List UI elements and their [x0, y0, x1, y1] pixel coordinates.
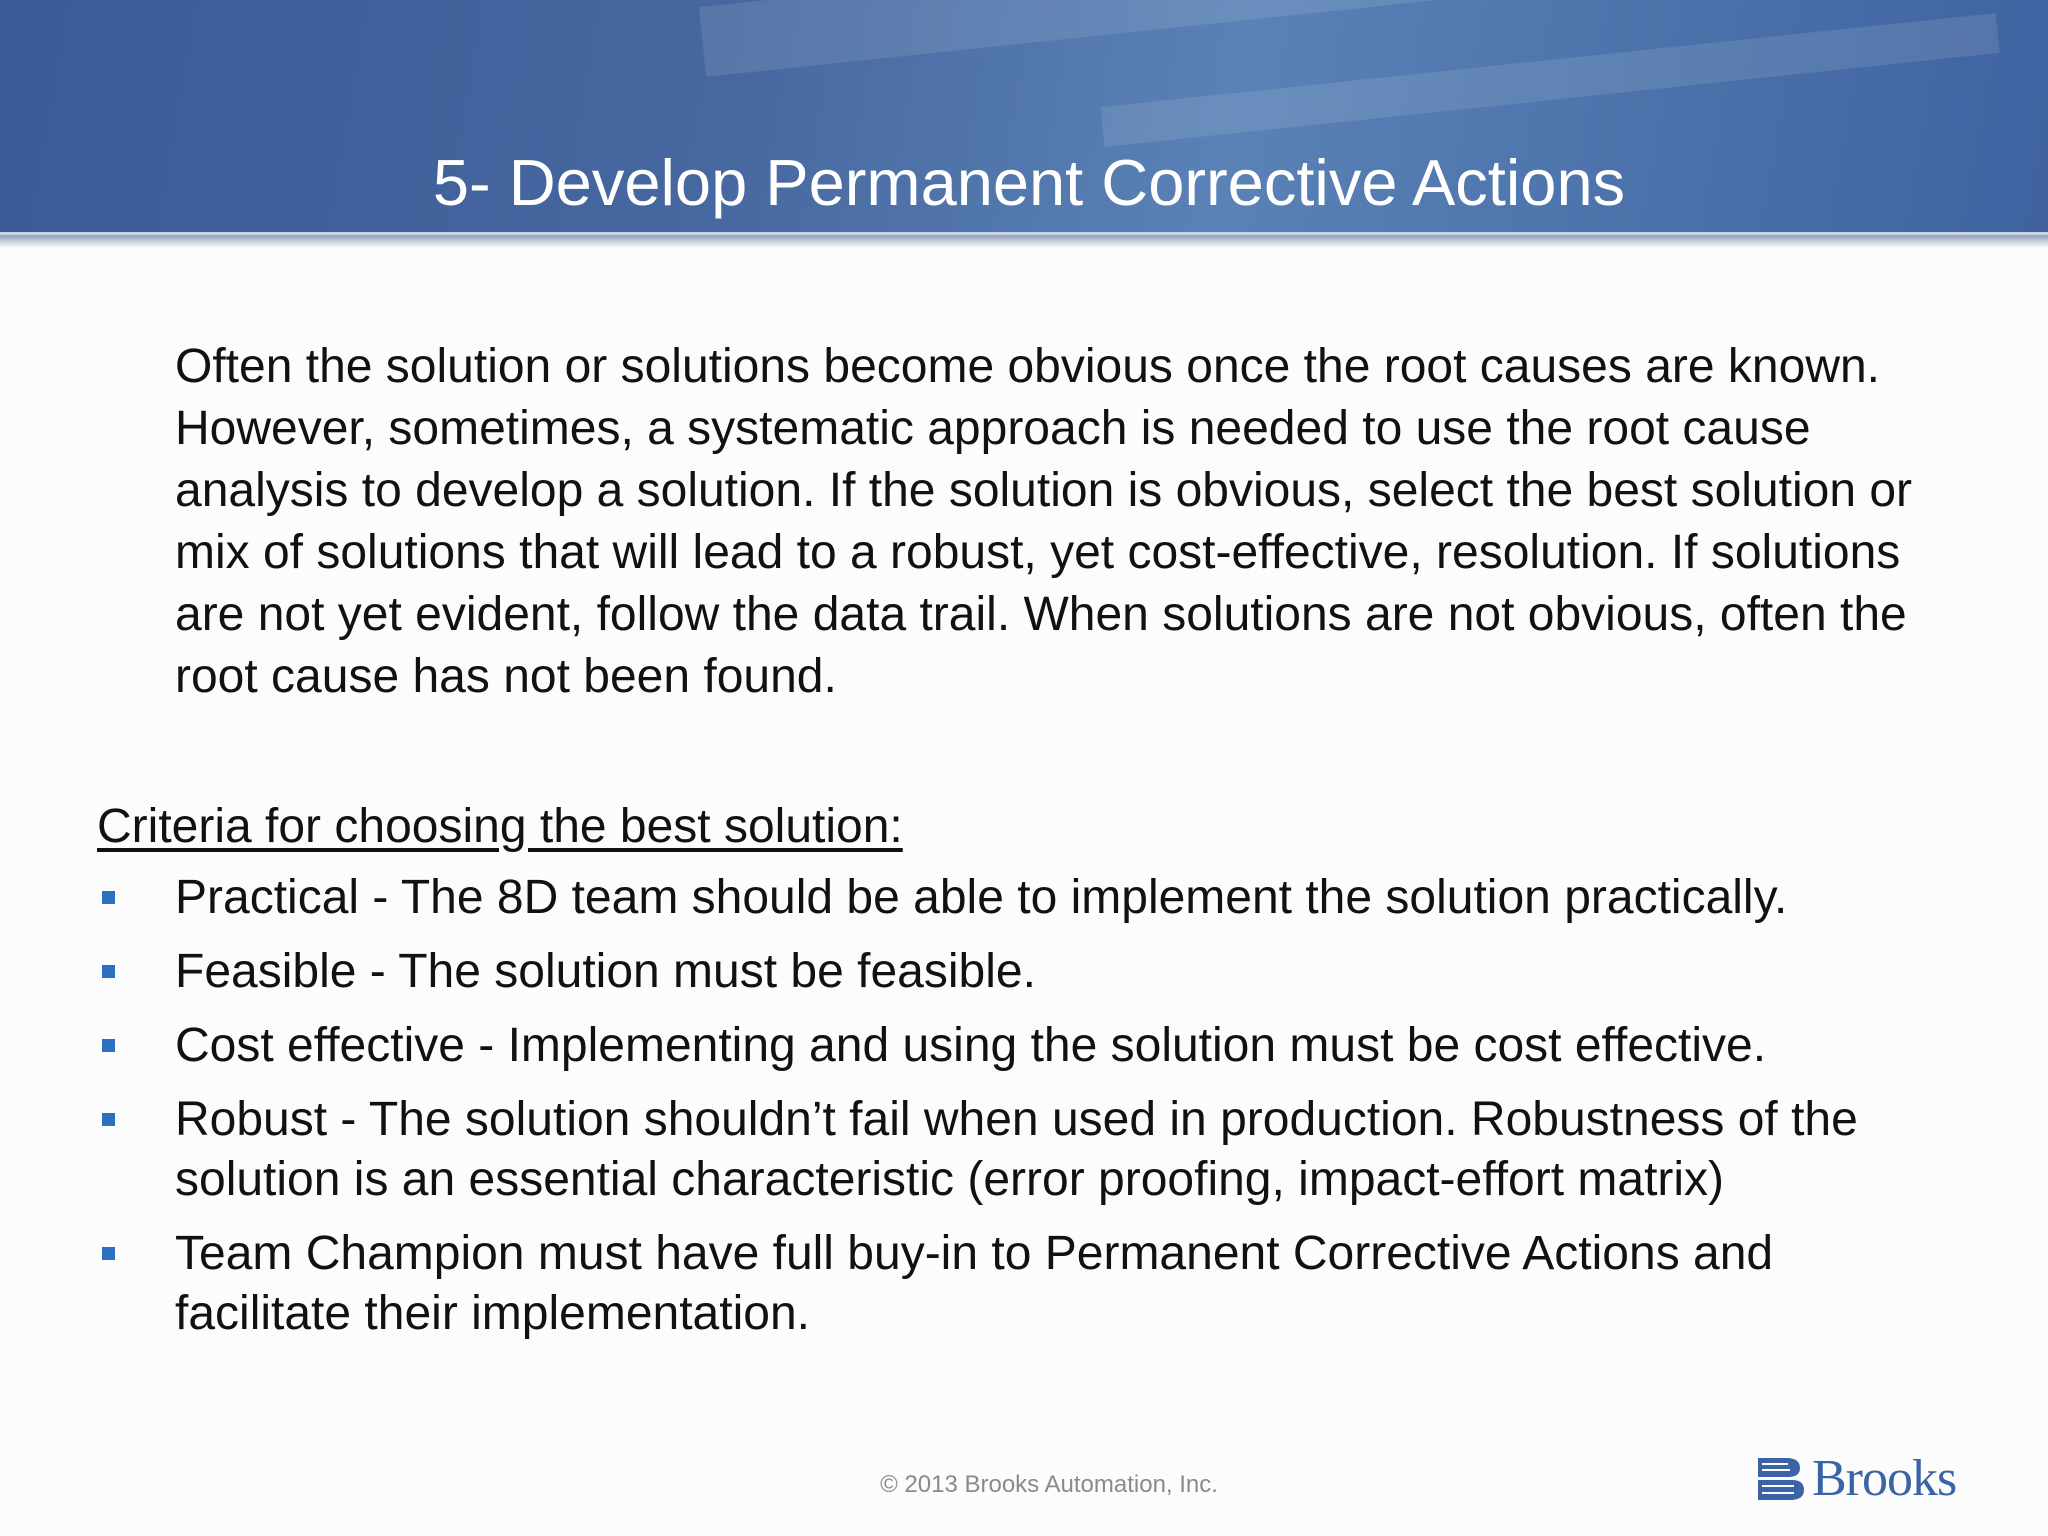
criteria-text: Robust - The solution shouldn’t fail when used in production. Robustness of the solution is an essential characteristic (error proofing, impact-effort matrix) [175, 1093, 1858, 1206]
brooks-logo [1752, 1448, 1956, 1508]
criteria-item-practical [97, 868, 1957, 928]
square-bullet-icon [102, 1113, 115, 1126]
square-bullet-icon [102, 1039, 115, 1052]
copyright-notice: © 2013 Brooks Automation, Inc. [880, 1471, 1218, 1498]
square-bullet-icon [102, 1247, 115, 1260]
criteria-item-robust [97, 1090, 1957, 1210]
intro-paragraph: Often the solution or solutions become obvious once the root causes are known. However, sometimes, a systematic approach is needed to use the root cause analysis to develop a solution. If the solution is obvious, select the best solution or mix of solutions that will lead to a robust, yet cost-effective, resolution. If solutions are not yet evident, follow the data trail. When solutions are not obvious, often the root cause has not been found. [175, 340, 1913, 703]
criteria-list [97, 868, 1957, 1358]
criteria-text: Feasible - The solution must be feasible. [175, 945, 1036, 998]
slide-title: 5- Develop Permanent Corrective Actions [432, 146, 1626, 219]
banner-shadow [0, 235, 2048, 248]
square-bullet-icon [102, 965, 115, 978]
criteria-text: Practical - The 8D team should be able to implement the solution practically. [175, 871, 1788, 924]
brooks-logo-mark-icon [1752, 1450, 1808, 1506]
criteria-item-team-champion [97, 1224, 1957, 1344]
banner-highlight [699, 0, 1601, 77]
logo-wordmark: Brooks [1812, 1449, 1957, 1507]
criteria-heading: Criteria for choosing the best solution: [97, 800, 903, 853]
criteria-item-cost-effective [97, 1016, 1957, 1076]
criteria-item-feasible [97, 942, 1957, 1002]
banner-highlight [1100, 13, 1999, 147]
criteria-text: Team Champion must have full buy-in to Permanent Corrective Actions and facilitate their implementation. [175, 1227, 1774, 1340]
square-bullet-icon [102, 891, 115, 904]
criteria-text: Cost effective - Implementing and using the solution must be cost effective. [175, 1019, 1767, 1072]
